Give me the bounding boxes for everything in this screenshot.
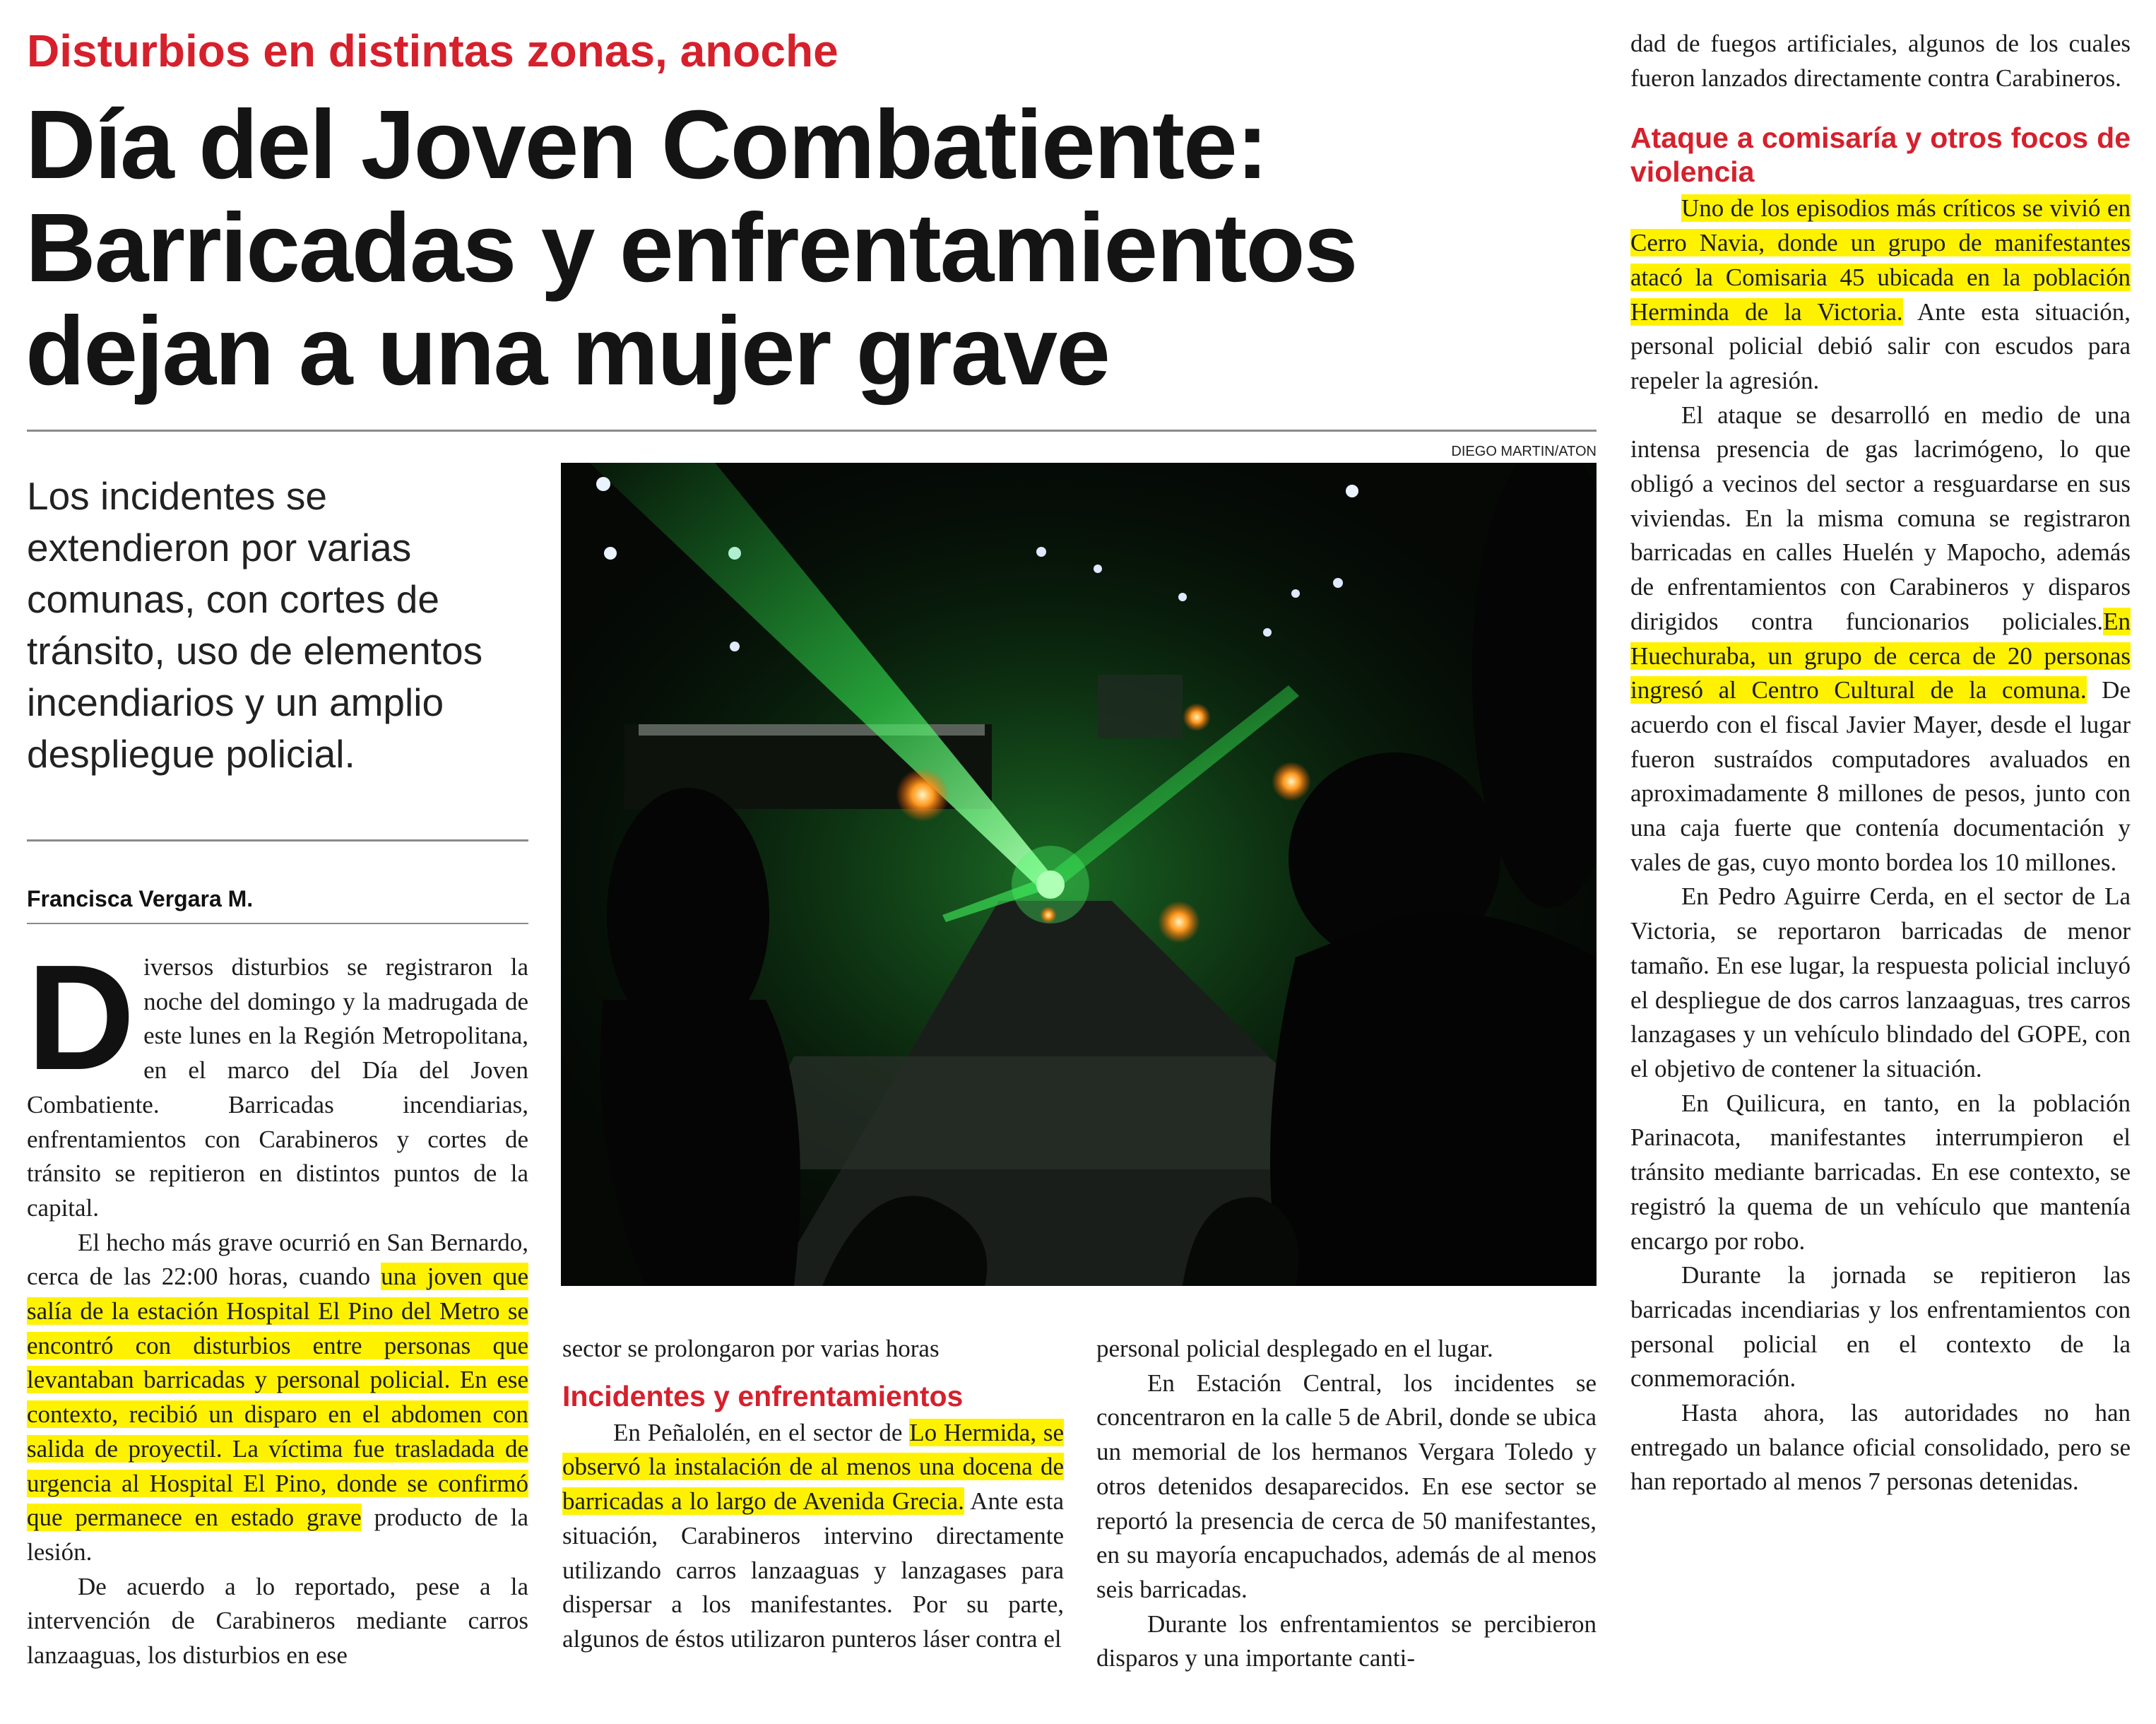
body-paragraph: [562, 1416, 1064, 1657]
highlighted-text: Lo Hermida, se observó la instalación de al menos una docena de barricadas a lo largo de Avenida Grecia.: [562, 1418, 1065, 1516]
highlighted-text: una joven que salía de la estación Hospital El Pino del Metro se encontró con disturbios entre personas que levantaban barricadas y personal policial. En ese contexto, recibió un disparo en el abdomen con salida de proyectil. La víctima fue trasladada de urgencia al Hospital El Pino, donde se confirmó que permanece en estado grave: [27, 1263, 529, 1532]
headline-line: Día del Joven Combatiente:: [25, 90, 1267, 199]
highlighted-text: En Huechuraba, un grupo de cerca de 20 personas ingresó al Centro Cultural de la comuna.: [1630, 607, 2131, 704]
byline: Francisca Vergara M.: [27, 886, 254, 911]
byline-rule: [27, 923, 528, 924]
body-column-1: [27, 933, 529, 1673]
body-paragraph: sector se prolongaron por varias horas: [562, 1335, 940, 1362]
kicker: Disturbios en distintas zonas, anoche: [27, 25, 839, 76]
body-text: producto de la lesión.: [27, 1504, 528, 1566]
body-paragraph: En Quilicura, en tanto, en la población Parinacota, manifestantes interrumpieron el tránsito mediante barricadas. En ese contexto, se registró la quema de un vehículo que mantenía encargo por robo.: [1630, 1089, 2131, 1255]
body-paragraph: personal policial desplegado en el lugar.: [1096, 1335, 1493, 1362]
headline-line: dejan a una mujer grave: [25, 297, 1109, 406]
deck-rule: [27, 839, 528, 842]
body-text: El ataque se desarrolló en medio de una intensa presencia de gas lacrimógeno, lo que obligó a vecinos del sector a resguardarse en sus viviendas. En la misma comuna se registraron barricadas en calles Huelén y Mapocho, además de enfrentamientos con Carabineros y disparos dirigidos contra funcionarios policiales.: [1630, 401, 2131, 635]
body-column-2: [562, 1332, 1064, 1657]
body-text: En Peñalolén, en el sector de: [613, 1418, 910, 1446]
subheading: Ataque a comisaría y otros focos de violencia: [1630, 122, 2131, 189]
body-text: Ante esta situación, Carabineros intervino directamente utilizando carros lanzaaguas y lanzagases para dispersar a los manifestantes. Por su parte, algunos de éstos utilizaron punteros láser contra el: [562, 1487, 1064, 1653]
night-street-laser-scene: [561, 463, 1597, 1286]
body-paragraph: [1630, 398, 2131, 880]
body-paragraph: Durante los enfrentamientos se percibieron disparos y una importante canti-: [1096, 1610, 1597, 1672]
body-paragraph: Hasta ahora, las autoridades no han entregado un balance oficial consolidado, pero se han reportado al menos 7 personas detenidas.: [1630, 1399, 2131, 1496]
body-paragraph: [27, 933, 528, 1226]
body-column-3: [1096, 1332, 1597, 1676]
headline: [25, 90, 1587, 406]
body-paragraph: Durante la jornada se repitieron las barricadas incendiarias y los enfrentamientos con personal policial en el contexto de la conmemoración.: [1630, 1261, 2131, 1393]
body-text: Ante esta situación, personal policial debió salir con escudos para repeler la agresión.: [1630, 297, 2131, 394]
body-paragraph: En Pedro Aguirre Cerda, en el sector de La Victoria, se reportaron barricadas de menor tamaño. En ese lugar, la respuesta policial incluyó el despliegue de dos carros lanzaaguas, tres carros lanzagases y un vehículo blindado del GOPE, con el objetivo de contener la situación.: [1630, 882, 2131, 1082]
body-paragraph: De acuerdo a lo reportado, pese a la intervención de Carabineros mediante carros lanzaaguas, los disturbios en ese: [27, 1572, 528, 1670]
body-paragraph: En Estación Central, los incidentes se concentraron en la calle 5 de Abril, donde se ubica un memorial de los hermanos Vergara Toledo y otros detenidos desaparecidos. En ese sector se reportó la presencia de cerca de 50 manifestantes, en su mayoría encapuchados, además de al menos seis barricadas.: [1096, 1369, 1597, 1603]
deck: Los incidentes se extendieron por varias comunas, con cortes de tránsito, uso de elementos incendiarios y un amplio despliegue policial.: [27, 474, 483, 776]
headline-rule: [27, 430, 1597, 432]
body-text: El hecho más grave ocurrió en San Bernardo, cerca de las 22:00 horas, cuando: [27, 1228, 528, 1291]
subheading: Incidentes y enfrentamientos: [562, 1379, 964, 1412]
body-text: iversos disturbios se registraron la noche del domingo y la madrugada de este lunes en la Región Metropolitana, en el marco del Día del Joven Combatiente. Barricadas incendiarias, enfrentamientos con Carabineros y cortes de tránsito se repitieron en distintos puntos de la capital.: [27, 953, 528, 1222]
news-photo: [561, 463, 1597, 1286]
headline-line: Barricadas y enfrentamientos: [25, 194, 1357, 302]
body-column-4: [1630, 27, 2131, 1499]
body-text: De acuerdo con el fiscal Javier Mayer, desde el lugar fueron sustraídos computadores avaluados en aproximadamente 8 millones de pesos, junto con una caja fuerte que contenía documentación y vales de gas, cuyo monto bordea los 10 millones.: [1630, 676, 2131, 876]
photo-credit: DIEGO MARTIN/ATON: [1451, 444, 1597, 459]
drop-cap: D: [27, 933, 136, 1101]
body-paragraph: [1630, 191, 2131, 398]
body-paragraph: [27, 1226, 528, 1570]
highlighted-text: Uno de los episodios más críticos se vivió en Cerro Navia, donde un grupo de manifestantes atacó la Comisaria 45 ubicada en la población Herminda de la Victoria.: [1630, 194, 2131, 326]
body-paragraph: dad de fuegos artificiales, algunos de los cuales fueron lanzados directamente contra Carabineros.: [1630, 30, 2131, 92]
